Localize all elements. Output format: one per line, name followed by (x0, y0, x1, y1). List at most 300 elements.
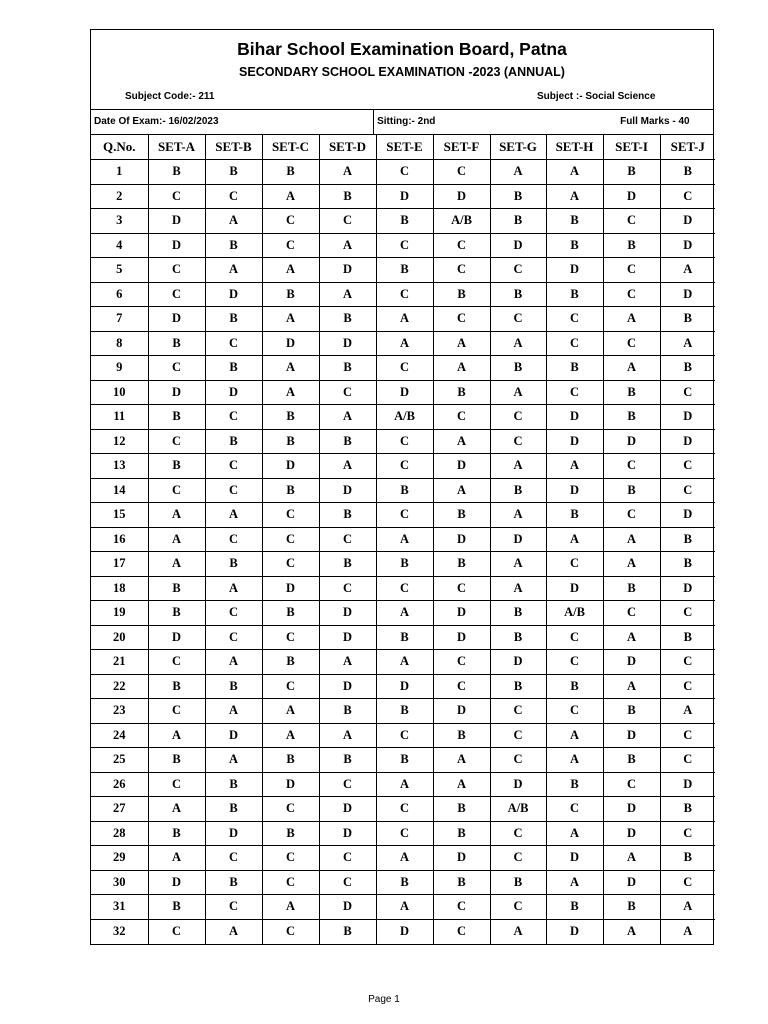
table-row (91, 895, 715, 920)
answer-cell: C (660, 870, 715, 895)
answer-cell: D (433, 184, 490, 209)
answer-cell: B (148, 601, 205, 626)
answer-cell: D (319, 797, 376, 822)
column-header: SET-G (490, 135, 546, 160)
answer-cell: B (433, 723, 490, 748)
answer-cell: B (660, 160, 715, 185)
answer-cell: B (148, 331, 205, 356)
answer-cell: C (603, 503, 660, 528)
answer-cell: D (148, 209, 205, 234)
answer-cell: C (319, 380, 376, 405)
answer-cell: C (603, 209, 660, 234)
answer-cell: A (262, 356, 319, 381)
table-row (91, 282, 715, 307)
answer-cell: C (490, 429, 546, 454)
answer-cell: B (603, 160, 660, 185)
answer-cell: A (660, 331, 715, 356)
answer-cell: B (603, 478, 660, 503)
answer-cell: B (546, 209, 603, 234)
answer-cell: C (433, 258, 490, 283)
answer-cell: A (376, 601, 433, 626)
answer-cell: B (433, 503, 490, 528)
answer-cell: B (546, 503, 603, 528)
answer-cell: B (376, 699, 433, 724)
answer-cell: B (205, 307, 262, 332)
answer-cell: B (205, 233, 262, 258)
answer-cell: B (660, 625, 715, 650)
answer-cell: D (546, 846, 603, 871)
answer-cell: A (603, 674, 660, 699)
answer-cell: A (262, 258, 319, 283)
table-row (91, 233, 715, 258)
answer-cell: A (546, 821, 603, 846)
answer-cell: A (319, 282, 376, 307)
answer-cell: D (660, 503, 715, 528)
answer-cell: A (603, 307, 660, 332)
answer-key-table (91, 135, 715, 944)
question-number-cell: 15 (91, 503, 148, 528)
table-row (91, 601, 715, 626)
answer-cell: C (433, 674, 490, 699)
answer-cell: B (319, 356, 376, 381)
answer-cell: C (148, 282, 205, 307)
answer-cell: D (490, 527, 546, 552)
answer-cell: C (205, 895, 262, 920)
answer-cell: D (376, 674, 433, 699)
answer-cell: D (319, 331, 376, 356)
answer-cell: C (433, 650, 490, 675)
answer-cell: A (262, 723, 319, 748)
question-number-cell: 26 (91, 772, 148, 797)
answer-cell: C (660, 723, 715, 748)
answer-cell: C (262, 674, 319, 699)
question-number-cell: 19 (91, 601, 148, 626)
answer-cell: A (490, 454, 546, 479)
answer-cell: D (433, 625, 490, 650)
answer-cell: B (205, 160, 262, 185)
answer-cell: C (433, 405, 490, 430)
answer-cell: D (603, 821, 660, 846)
table-row (91, 723, 715, 748)
answer-cell: B (546, 233, 603, 258)
answer-cell: C (148, 919, 205, 944)
table-row (91, 674, 715, 699)
answer-cell: B (205, 356, 262, 381)
answer-cell: B (433, 380, 490, 405)
answer-cell: C (148, 258, 205, 283)
answer-cell: D (660, 233, 715, 258)
answer-cell: D (205, 380, 262, 405)
question-number-cell: 6 (91, 282, 148, 307)
answer-cell: A (148, 723, 205, 748)
answer-cell: B (660, 356, 715, 381)
answer-cell: C (660, 748, 715, 773)
answer-cell: D (262, 772, 319, 797)
answer-cell: B (490, 209, 546, 234)
table-row (91, 919, 715, 944)
question-number-cell: 10 (91, 380, 148, 405)
answer-cell: B (603, 576, 660, 601)
answer-cell: B (262, 821, 319, 846)
answer-cell: B (546, 674, 603, 699)
answer-cell: B (603, 748, 660, 773)
sitting-cell (374, 110, 713, 134)
answer-cell: C (546, 307, 603, 332)
answer-cell: A (433, 331, 490, 356)
table-row (91, 454, 715, 479)
table-row (91, 356, 715, 381)
question-number-cell: 29 (91, 846, 148, 871)
answer-cell: C (546, 797, 603, 822)
question-number-cell: 32 (91, 919, 148, 944)
answer-cell: D (546, 576, 603, 601)
answer-cell: A (490, 576, 546, 601)
answer-cell: B (546, 356, 603, 381)
table-header-row (91, 135, 715, 160)
answer-cell: A (205, 699, 262, 724)
answer-cell: A (603, 919, 660, 944)
answer-cell: B (433, 282, 490, 307)
question-number-cell: 25 (91, 748, 148, 773)
answer-cell: A (433, 429, 490, 454)
answer-rows (91, 160, 715, 944)
answer-cell: A (660, 699, 715, 724)
answer-cell: B (262, 160, 319, 185)
answer-cell: A (490, 919, 546, 944)
question-number-cell: 3 (91, 209, 148, 234)
table-row (91, 258, 715, 283)
answer-cell: D (319, 625, 376, 650)
answer-cell: C (660, 674, 715, 699)
answer-cell: B (376, 625, 433, 650)
answer-cell: A (546, 723, 603, 748)
table-row (91, 503, 715, 528)
answer-cell: A (205, 576, 262, 601)
table-row (91, 846, 715, 871)
answer-cell: C (660, 601, 715, 626)
answer-cell: B (376, 870, 433, 895)
question-number-cell: 28 (91, 821, 148, 846)
answer-cell: C (660, 821, 715, 846)
answer-cell: C (660, 184, 715, 209)
answer-cell: C (433, 307, 490, 332)
sitting: Sitting:- 2nd (377, 116, 436, 127)
answer-cell: A (262, 895, 319, 920)
answer-cell: A (603, 625, 660, 650)
answer-cell: B (376, 552, 433, 577)
answer-cell: D (376, 380, 433, 405)
answer-cell: B (660, 307, 715, 332)
answer-cell: B (660, 846, 715, 871)
answer-cell: D (490, 233, 546, 258)
answer-cell: A/B (433, 209, 490, 234)
answer-cell: C (262, 503, 319, 528)
answer-cell: C (205, 405, 262, 430)
answer-cell: C (490, 258, 546, 283)
answer-cell: C (546, 552, 603, 577)
answer-cell: A/B (376, 405, 433, 430)
question-number-cell: 22 (91, 674, 148, 699)
answer-cell: D (262, 331, 319, 356)
column-header: SET-D (319, 135, 376, 160)
answer-cell: B (148, 160, 205, 185)
full-marks: Full Marks - 40 (620, 116, 690, 127)
answer-cell: B (376, 478, 433, 503)
answer-cell: B (376, 258, 433, 283)
page-number: Page 1 (368, 994, 400, 1005)
subject-info-row (91, 83, 713, 110)
answer-cell: C (603, 258, 660, 283)
answer-cell: D (546, 919, 603, 944)
answer-cell: D (433, 601, 490, 626)
answer-cell: B (148, 454, 205, 479)
answer-cell: A (603, 527, 660, 552)
column-header: SET-F (433, 135, 490, 160)
answer-cell: B (148, 674, 205, 699)
table-row (91, 429, 715, 454)
answer-cell: C (546, 331, 603, 356)
subject-code: Subject Code:- 211 (125, 91, 215, 102)
answer-cell: D (433, 454, 490, 479)
answer-cell: C (262, 797, 319, 822)
answer-cell: B (262, 650, 319, 675)
answer-cell: C (262, 625, 319, 650)
answer-cell: A (376, 527, 433, 552)
column-header: SET-C (262, 135, 319, 160)
answer-cell: B (319, 184, 376, 209)
answer-cell: C (603, 331, 660, 356)
answer-cell: C (376, 454, 433, 479)
answer-cell: D (660, 282, 715, 307)
answer-cell: D (433, 699, 490, 724)
answer-cell: C (262, 552, 319, 577)
answer-cell: C (603, 454, 660, 479)
answer-cell: C (376, 797, 433, 822)
column-header: SET-E (376, 135, 433, 160)
answer-cell: C (603, 772, 660, 797)
answer-cell: B (148, 405, 205, 430)
question-number-cell: 31 (91, 895, 148, 920)
question-number-cell: 12 (91, 429, 148, 454)
answer-cell: B (433, 870, 490, 895)
table-row (91, 527, 715, 552)
answer-cell: A (603, 356, 660, 381)
answer-cell: D (376, 919, 433, 944)
answer-cell: D (603, 797, 660, 822)
answer-cell: D (148, 380, 205, 405)
answer-cell: C (603, 282, 660, 307)
answer-cell: C (603, 601, 660, 626)
answer-cell: C (148, 184, 205, 209)
question-number-cell: 20 (91, 625, 148, 650)
answer-cell: A (546, 748, 603, 773)
answer-cell: C (148, 478, 205, 503)
answer-cell: C (148, 429, 205, 454)
column-header: SET-A (148, 135, 205, 160)
column-header: SET-J (660, 135, 715, 160)
answer-cell: D (148, 625, 205, 650)
answer-cell: A (376, 307, 433, 332)
answer-cell: C (319, 846, 376, 871)
answer-cell: C (376, 723, 433, 748)
answer-cell: D (262, 454, 319, 479)
question-number-cell: 1 (91, 160, 148, 185)
subject-name: Subject :- Social Science (537, 91, 656, 102)
answer-cell: B (262, 282, 319, 307)
question-number-cell: 24 (91, 723, 148, 748)
answer-cell: D (319, 478, 376, 503)
answer-cell: C (490, 748, 546, 773)
table-row (91, 380, 715, 405)
answer-cell: B (660, 527, 715, 552)
answer-cell: B (603, 233, 660, 258)
answer-cell: A (603, 846, 660, 871)
answer-cell: D (319, 258, 376, 283)
answer-cell: D (546, 258, 603, 283)
answer-cell: B (603, 380, 660, 405)
answer-cell: C (490, 307, 546, 332)
answer-cell: D (603, 184, 660, 209)
answer-cell: A (433, 748, 490, 773)
answer-cell: C (262, 527, 319, 552)
answer-cell: A (490, 552, 546, 577)
answer-cell: B (490, 625, 546, 650)
answer-cell: A (433, 478, 490, 503)
answer-cell: C (319, 576, 376, 601)
answer-cell: C (490, 821, 546, 846)
answer-cell: B (319, 699, 376, 724)
answer-cell: C (376, 160, 433, 185)
answer-cell: B (262, 748, 319, 773)
answer-cell: D (546, 429, 603, 454)
answer-cell: B (148, 748, 205, 773)
answer-cell: B (205, 772, 262, 797)
answer-cell: B (433, 821, 490, 846)
answer-cell: D (148, 307, 205, 332)
answer-cell: A (319, 160, 376, 185)
question-number-cell: 23 (91, 699, 148, 724)
answer-cell: C (262, 846, 319, 871)
answer-cell: C (205, 184, 262, 209)
answer-cell: B (205, 674, 262, 699)
table-row (91, 184, 715, 209)
answer-cell: B (376, 209, 433, 234)
table-row (91, 748, 715, 773)
answer-cell: D (603, 870, 660, 895)
answer-cell: C (319, 870, 376, 895)
answer-cell: C (433, 919, 490, 944)
answer-cell: B (490, 184, 546, 209)
answer-cell: D (546, 478, 603, 503)
answer-cell: C (433, 233, 490, 258)
answer-cell: B (490, 601, 546, 626)
answer-cell: C (376, 429, 433, 454)
answer-cell: C (490, 846, 546, 871)
answer-cell: A (376, 331, 433, 356)
answer-cell: C (205, 601, 262, 626)
answer-cell: C (376, 503, 433, 528)
answer-cell: C (262, 870, 319, 895)
answer-cell: C (376, 233, 433, 258)
answer-cell: B (660, 552, 715, 577)
answer-cell: D (205, 723, 262, 748)
answer-cell: D (660, 429, 715, 454)
answer-cell: A (546, 527, 603, 552)
answer-cell: A (376, 846, 433, 871)
answer-cell: D (376, 184, 433, 209)
answer-cell: A (319, 454, 376, 479)
table-row (91, 650, 715, 675)
answer-cell: B (376, 748, 433, 773)
answer-cell: D (490, 772, 546, 797)
answer-cell: B (148, 895, 205, 920)
answer-cell: D (148, 870, 205, 895)
answer-cell: A (319, 723, 376, 748)
date-of-exam: Date Of Exam:- 16/02/2023 (91, 110, 374, 134)
table-row (91, 307, 715, 332)
answer-cell: B (603, 405, 660, 430)
table-row (91, 797, 715, 822)
answer-key-sheet (90, 29, 714, 945)
answer-cell: C (262, 919, 319, 944)
answer-cell: B (319, 552, 376, 577)
answer-cell: C (262, 209, 319, 234)
answer-cell: B (490, 282, 546, 307)
answer-cell: C (546, 650, 603, 675)
question-number-cell: 4 (91, 233, 148, 258)
table-row (91, 331, 715, 356)
answer-cell: B (319, 748, 376, 773)
answer-cell: B (433, 797, 490, 822)
answer-cell: D (319, 895, 376, 920)
answer-cell: A (490, 331, 546, 356)
answer-cell: C (319, 527, 376, 552)
table-row (91, 576, 715, 601)
answer-cell: B (262, 405, 319, 430)
answer-cell: B (546, 282, 603, 307)
answer-cell: B (205, 797, 262, 822)
answer-cell: D (490, 650, 546, 675)
question-number-cell: 11 (91, 405, 148, 430)
answer-cell: A/B (490, 797, 546, 822)
answer-cell: A (262, 307, 319, 332)
answer-cell: C (376, 821, 433, 846)
column-header: SET-I (603, 135, 660, 160)
question-number-cell: 13 (91, 454, 148, 479)
answer-cell: A (660, 895, 715, 920)
answer-cell: B (603, 895, 660, 920)
answer-cell: C (148, 356, 205, 381)
answer-cell: C (433, 895, 490, 920)
question-number-cell: 17 (91, 552, 148, 577)
answer-cell: B (603, 699, 660, 724)
answer-cell: C (205, 625, 262, 650)
answer-cell: B (148, 821, 205, 846)
answer-cell: A (148, 797, 205, 822)
answer-cell: D (603, 650, 660, 675)
answer-cell: D (660, 772, 715, 797)
answer-cell: B (205, 429, 262, 454)
table-row (91, 625, 715, 650)
answer-cell: B (433, 552, 490, 577)
answer-cell: A/B (546, 601, 603, 626)
answer-cell: C (205, 331, 262, 356)
answer-cell: A (433, 356, 490, 381)
answer-cell: C (148, 699, 205, 724)
answer-cell: C (490, 895, 546, 920)
answer-cell: D (433, 527, 490, 552)
answer-cell: A (148, 552, 205, 577)
